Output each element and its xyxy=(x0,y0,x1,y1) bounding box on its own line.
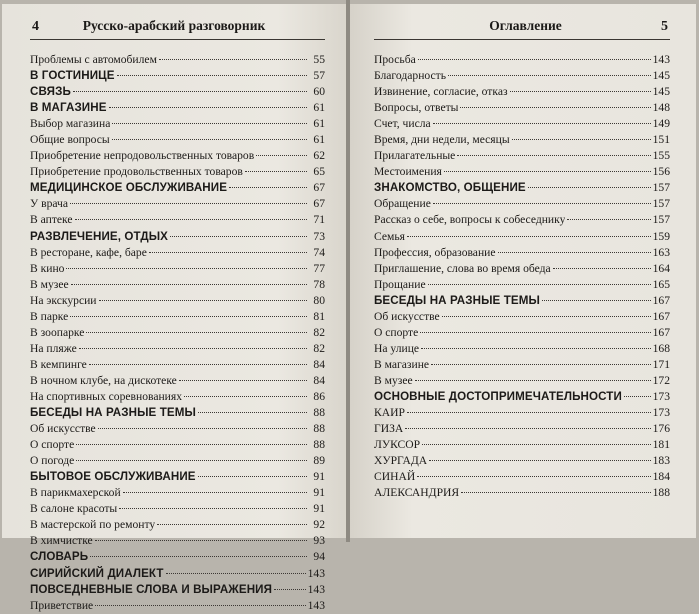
toc-page-number: 184 xyxy=(652,470,670,484)
toc-entry-title: Приветствие xyxy=(30,598,94,612)
toc-section-heading xyxy=(30,100,325,116)
toc-page-number: 91 xyxy=(313,502,325,516)
toc-entry xyxy=(374,84,670,100)
toc-entry-title: В ГОСТИНИЦЕ xyxy=(30,69,115,83)
toc-entry-title: Благодарность xyxy=(374,69,446,83)
toc-page-number: 67 xyxy=(313,181,325,195)
toc-entry-title: На улице xyxy=(374,341,420,355)
toc-entry-title: О спорте xyxy=(30,438,75,452)
dot-leader xyxy=(70,203,307,204)
dot-leader xyxy=(418,59,651,60)
dot-leader xyxy=(422,444,651,445)
toc-entry-title: Выбор магазина xyxy=(30,117,111,131)
toc-section-heading xyxy=(30,180,325,196)
toc-entry xyxy=(30,453,325,469)
toc-section-heading xyxy=(30,566,325,582)
toc-entry xyxy=(30,277,325,293)
dot-leader xyxy=(198,412,307,413)
dot-leader xyxy=(70,316,307,317)
toc-entry-title: Вопросы, ответы xyxy=(374,101,459,115)
right-page xyxy=(350,4,696,538)
toc-page-number: 77 xyxy=(313,261,325,275)
toc-entry-title: В музее xyxy=(30,277,69,291)
toc-page-number: 88 xyxy=(313,422,325,436)
toc-page-number: 143 xyxy=(652,53,670,66)
toc-page-number: 61 xyxy=(313,117,325,131)
toc-entry xyxy=(374,132,670,148)
toc-section-heading xyxy=(30,582,325,598)
dot-leader xyxy=(420,332,650,333)
toc-section-heading xyxy=(30,469,325,485)
toc-entry xyxy=(30,164,325,180)
dot-leader xyxy=(95,540,307,541)
toc-entry-title: Обращение xyxy=(374,197,431,211)
toc-page-number: 65 xyxy=(313,165,325,179)
toc-entry xyxy=(30,309,325,325)
toc-entry-title: Извинение, согласие, отказ xyxy=(374,85,508,99)
toc-entry-title: На пляже xyxy=(30,341,77,355)
toc-entry-title: Рассказ о себе, вопросы к собеседнику xyxy=(374,213,566,227)
toc-entry xyxy=(374,68,670,84)
toc-entry-title: У врача xyxy=(30,197,69,211)
left-running-title: Русско-арабский разговорник xyxy=(82,18,266,33)
toc-page-number: 157 xyxy=(652,213,670,227)
dot-leader xyxy=(66,268,307,269)
toc-section-heading xyxy=(30,405,325,421)
toc-entry-title: СВЯЗЬ xyxy=(30,85,71,99)
toc-entry-title: В химчистке xyxy=(30,534,93,548)
toc-entry xyxy=(30,389,325,405)
toc-entry-title: В парикмахерской xyxy=(30,486,121,500)
toc-entry-title: АЛЕКСАНДРИЯ xyxy=(374,486,460,500)
toc-entry-title: В музее xyxy=(374,373,413,387)
toc-entry-title: Местоимения xyxy=(374,165,442,179)
toc-page-number: 165 xyxy=(652,277,670,291)
toc-page-number: 81 xyxy=(313,309,325,323)
toc-entry-title: Прощание xyxy=(374,277,426,291)
toc-entry-title: СЛОВАРЬ xyxy=(30,550,89,564)
right-page-number: 5 xyxy=(661,19,668,34)
toc-entry-title: В мастерской по ремонту xyxy=(30,518,156,532)
toc-page-number: 188 xyxy=(652,486,670,500)
toc-entry xyxy=(30,261,325,277)
toc-entry-title: РАЗВЛЕЧЕНИЕ, ОТДЫХ xyxy=(30,229,169,243)
toc-page-number: 92 xyxy=(313,518,325,532)
toc-page-number: 78 xyxy=(313,277,325,291)
toc-entry-title: На спортивных соревнованиях xyxy=(30,389,183,403)
dot-leader xyxy=(433,203,651,204)
dot-leader xyxy=(245,171,307,172)
toc-entry-title: Общие вопросы xyxy=(30,133,110,147)
toc-entry-title: ОСНОВНЫЕ ДОСТОПРИМЕЧАТЕЛЬНОСТИ xyxy=(374,389,622,403)
toc-entry-title: В кемпинге xyxy=(30,357,87,371)
toc-entry-title: В зоопарке xyxy=(30,325,85,339)
toc-page-number: 80 xyxy=(313,293,325,307)
toc-entry xyxy=(30,517,325,533)
toc-entry xyxy=(374,100,670,116)
toc-entry-title: О погоде xyxy=(30,454,75,468)
toc-entry xyxy=(374,148,670,164)
toc-entry xyxy=(374,116,670,132)
toc-entry xyxy=(374,277,670,293)
toc-entry xyxy=(30,501,325,517)
dot-leader xyxy=(149,252,307,253)
toc-entry xyxy=(374,261,670,277)
right-toc-list xyxy=(374,52,670,501)
dot-leader xyxy=(75,219,307,220)
toc-entry xyxy=(30,325,325,341)
toc-page-number: 82 xyxy=(313,341,325,355)
dot-leader xyxy=(76,460,307,461)
toc-entry xyxy=(30,421,325,437)
dot-leader xyxy=(157,524,307,525)
toc-page-number: 168 xyxy=(652,341,670,355)
toc-page-number: 143 xyxy=(307,582,325,596)
toc-entry xyxy=(30,116,325,132)
toc-entry-title: Счет, числа xyxy=(374,117,431,131)
toc-page-number: 156 xyxy=(652,165,670,179)
toc-entry xyxy=(374,325,670,341)
toc-entry xyxy=(374,341,670,357)
dot-leader xyxy=(179,380,307,381)
dot-leader xyxy=(184,396,307,397)
toc-entry-title: В аптеке xyxy=(30,213,73,227)
toc-entry-title: В ресторане, кафе, баре xyxy=(30,245,147,259)
dot-leader xyxy=(109,107,307,108)
dot-leader xyxy=(170,236,307,237)
toc-entry-title: Об искусстве xyxy=(374,309,440,323)
toc-entry-title: На экскурсии xyxy=(30,293,97,307)
toc-page-number: 157 xyxy=(652,197,670,211)
toc-entry xyxy=(374,245,670,261)
toc-entry-title: Приобретение непродовольственных товаров xyxy=(30,149,255,163)
toc-entry-title: Время, дни недели, месяцы xyxy=(374,133,510,147)
dot-leader xyxy=(624,396,651,397)
toc-section-heading xyxy=(374,180,670,196)
toc-entry xyxy=(374,421,670,437)
toc-entry xyxy=(374,212,670,228)
toc-page-number: 143 xyxy=(307,566,325,580)
toc-entry-title: ЗНАКОМСТВО, ОБЩЕНИЕ xyxy=(374,181,526,195)
toc-entry xyxy=(30,341,325,357)
toc-entry-title: Приглашение, слова во время обеда xyxy=(374,261,551,275)
dot-leader xyxy=(512,139,651,140)
toc-page-number: 73 xyxy=(313,229,325,243)
toc-page-number: 61 xyxy=(313,133,325,147)
toc-page-number: 183 xyxy=(652,454,670,468)
left-page xyxy=(2,4,347,612)
toc-entry xyxy=(374,437,670,453)
toc-entry-title: МЕДИЦИНСКОЕ ОБСЛУЖИВАНИЕ xyxy=(30,181,228,195)
dot-leader xyxy=(71,284,307,285)
dot-leader xyxy=(274,589,306,590)
toc-page-number: 145 xyxy=(652,85,670,99)
toc-entry-title: В магазине xyxy=(374,357,430,371)
dot-leader xyxy=(117,75,307,76)
toc-entry xyxy=(30,52,325,68)
dot-leader xyxy=(99,300,308,301)
dot-leader xyxy=(407,236,651,237)
toc-entry xyxy=(30,212,325,228)
toc-entry xyxy=(374,52,670,68)
toc-section-heading xyxy=(374,389,670,405)
dot-leader xyxy=(86,332,307,333)
toc-page-number: 94 xyxy=(313,550,325,564)
dot-leader xyxy=(460,107,650,108)
dot-leader xyxy=(112,139,307,140)
toc-entry xyxy=(374,164,670,180)
toc-entry-title: БЕСЕДЫ НА РАЗНЫЕ ТЕМЫ xyxy=(374,293,540,307)
toc-page-number: 164 xyxy=(652,261,670,275)
toc-page-number: 93 xyxy=(313,534,325,548)
dot-leader xyxy=(567,219,650,220)
toc-entry-title: О спорте xyxy=(374,325,419,339)
dot-leader xyxy=(429,460,650,461)
toc-page-number: 167 xyxy=(652,325,670,339)
toc-entry-title: ХУРГАДА xyxy=(374,454,428,468)
toc-page-number: 88 xyxy=(313,438,325,452)
toc-entry-title: В салоне красоты xyxy=(30,502,118,516)
toc-section-heading xyxy=(30,549,325,565)
toc-page-number: 62 xyxy=(313,149,325,163)
toc-page-number: 172 xyxy=(652,373,670,387)
toc-entry-title: Прилагательные xyxy=(374,149,456,163)
dot-leader xyxy=(431,364,651,365)
toc-page-number: 71 xyxy=(313,213,325,227)
dot-leader xyxy=(417,476,650,477)
toc-entry xyxy=(374,469,670,485)
toc-entry xyxy=(374,357,670,373)
toc-page-number: 167 xyxy=(652,309,670,323)
toc-page-number: 163 xyxy=(652,245,670,259)
toc-page-number: 82 xyxy=(313,325,325,339)
toc-entry xyxy=(30,437,325,453)
toc-entry-title: БЕСЕДЫ НА РАЗНЫЕ ТЕМЫ xyxy=(30,406,196,420)
toc-entry xyxy=(30,196,325,212)
toc-page-number: 84 xyxy=(313,373,325,387)
dot-leader xyxy=(76,444,307,445)
toc-entry-title: СИРИЙСКИЙ ДИАЛЕКТ xyxy=(30,566,164,580)
toc-page-number: 86 xyxy=(313,389,325,403)
toc-entry xyxy=(374,229,670,245)
dot-leader xyxy=(123,492,307,493)
toc-page-number: 173 xyxy=(652,389,670,403)
toc-entry-title: В МАГАЗИНЕ xyxy=(30,101,107,115)
dot-leader xyxy=(119,508,307,509)
dot-leader xyxy=(166,573,306,574)
toc-page-number: 88 xyxy=(313,406,325,420)
toc-page-number: 143 xyxy=(307,598,325,612)
toc-section-heading xyxy=(30,229,325,245)
toc-entry xyxy=(30,293,325,309)
dot-leader xyxy=(229,187,307,188)
dot-leader xyxy=(79,348,307,349)
toc-page-number: 55 xyxy=(313,53,325,66)
toc-page-number: 61 xyxy=(313,101,325,115)
toc-entry-title: В парке xyxy=(30,309,69,323)
dot-leader xyxy=(89,364,307,365)
toc-page-number: 171 xyxy=(652,357,670,371)
toc-page-number: 57 xyxy=(313,69,325,83)
toc-entry xyxy=(30,132,325,148)
toc-page-number: 173 xyxy=(652,406,670,420)
toc-page-number: 67 xyxy=(313,197,325,211)
toc-entry xyxy=(30,373,325,389)
toc-entry xyxy=(30,533,325,549)
toc-entry xyxy=(374,373,670,389)
toc-entry-title: Просьба xyxy=(374,53,416,66)
toc-page-number: 91 xyxy=(313,486,325,500)
right-running-title: Оглавление xyxy=(489,18,562,33)
toc-entry-title: ЛУКСОР xyxy=(374,438,421,452)
dot-leader xyxy=(542,300,651,301)
toc-page-number: 145 xyxy=(652,69,670,83)
toc-section-heading xyxy=(30,84,325,100)
dot-leader xyxy=(448,75,651,76)
toc-page-number: 151 xyxy=(652,133,670,147)
dot-leader xyxy=(90,556,307,557)
toc-page-number: 181 xyxy=(652,438,670,452)
dot-leader xyxy=(442,316,651,317)
dot-leader xyxy=(553,268,651,269)
toc-section-heading xyxy=(374,293,670,309)
toc-entry xyxy=(30,598,325,614)
toc-page-number: 74 xyxy=(313,245,325,259)
dot-leader xyxy=(73,91,307,92)
toc-section-heading xyxy=(30,68,325,84)
dot-leader xyxy=(98,428,307,429)
right-running-header xyxy=(374,18,670,40)
toc-page-number: 84 xyxy=(313,357,325,371)
toc-entry xyxy=(30,245,325,261)
toc-entry-title: В кино xyxy=(30,261,65,275)
toc-page-number: 159 xyxy=(652,229,670,243)
toc-page-number: 157 xyxy=(652,181,670,195)
dot-leader xyxy=(444,171,651,172)
left-running-header xyxy=(30,18,325,40)
toc-page-number: 155 xyxy=(652,149,670,163)
dot-leader xyxy=(256,155,307,156)
toc-entry-title: Приобретение продовольственных товаров xyxy=(30,165,243,179)
toc-entry xyxy=(374,405,670,421)
dot-leader xyxy=(421,348,651,349)
toc-entry-title: ПОВСЕДНЕВНЫЕ СЛОВА И ВЫРАЖЕНИЯ xyxy=(30,582,273,596)
dot-leader xyxy=(407,412,651,413)
left-toc-list xyxy=(30,52,325,614)
dot-leader xyxy=(433,123,651,124)
toc-entry-title: Профессия, образование xyxy=(374,245,496,259)
toc-page-number: 60 xyxy=(313,85,325,99)
dot-leader xyxy=(95,605,305,606)
dot-leader xyxy=(405,428,650,429)
toc-page-number: 91 xyxy=(313,470,325,484)
toc-page-number: 148 xyxy=(652,101,670,115)
dot-leader xyxy=(457,155,650,156)
toc-entry xyxy=(374,485,670,501)
toc-page-number: 167 xyxy=(652,293,670,307)
toc-entry-title: БЫТОВОЕ ОБСЛУЖИВАНИЕ xyxy=(30,470,196,484)
dot-leader xyxy=(510,91,651,92)
toc-entry-title: В ночном клубе, на дискотеке xyxy=(30,373,177,387)
dot-leader xyxy=(428,284,651,285)
dot-leader xyxy=(528,187,651,188)
dot-leader xyxy=(415,380,651,381)
dot-leader xyxy=(461,492,650,493)
toc-page-number: 89 xyxy=(313,454,325,468)
toc-entry-title: ГИЗА xyxy=(374,422,404,436)
toc-page-number: 149 xyxy=(652,117,670,131)
dot-leader xyxy=(159,59,307,60)
toc-entry xyxy=(374,453,670,469)
left-page-number: 4 xyxy=(32,19,39,34)
toc-entry-title: СИНАЙ xyxy=(374,470,416,484)
toc-entry xyxy=(30,485,325,501)
dot-leader xyxy=(498,252,651,253)
toc-entry xyxy=(30,357,325,373)
toc-entry-title: Семья xyxy=(374,229,405,243)
dot-leader xyxy=(112,123,307,124)
toc-entry xyxy=(30,148,325,164)
toc-entry-title: КАИР xyxy=(374,406,405,420)
toc-page-number: 176 xyxy=(652,422,670,436)
toc-entry-title: Проблемы с автомобилем xyxy=(30,53,157,66)
toc-entry xyxy=(374,196,670,212)
toc-entry xyxy=(374,309,670,325)
toc-entry-title: Об искусстве xyxy=(30,422,96,436)
dot-leader xyxy=(198,476,307,477)
